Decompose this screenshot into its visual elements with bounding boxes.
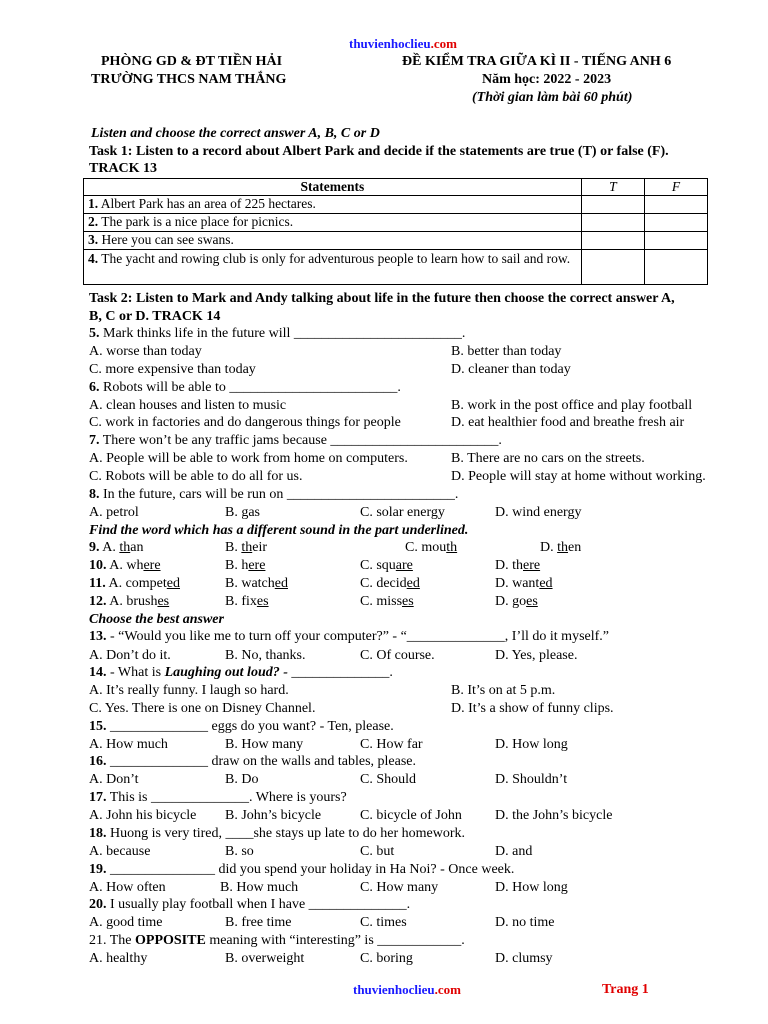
question-11[interactable] bbox=[89, 576, 180, 592]
table-row bbox=[84, 196, 708, 214]
question-text: In the future, cars will be run on ________________________. bbox=[99, 487, 459, 502]
question-13 bbox=[89, 629, 609, 645]
option-c[interactable]: C. bicycle of John bbox=[360, 808, 462, 823]
option-d[interactable]: D. cleaner than today bbox=[451, 362, 571, 377]
question-7 bbox=[89, 433, 502, 449]
option-c[interactable]: C. Robots will be able to do all for us. bbox=[89, 469, 303, 484]
underlined-part: th bbox=[557, 540, 569, 555]
question-emphasis: OPPOSITE bbox=[135, 933, 206, 948]
option-d[interactable]: D. Yes, please. bbox=[495, 648, 578, 663]
statement-text: Here you can see swans. bbox=[98, 232, 234, 247]
question-number: 20. bbox=[89, 897, 107, 912]
question-text: ______________ draw on the walls and tables, please. bbox=[106, 754, 416, 769]
underlined-part: es bbox=[526, 594, 538, 609]
underlined-part: th bbox=[241, 540, 253, 555]
question-19 bbox=[89, 862, 514, 878]
option-a[interactable]: A. good time bbox=[89, 915, 163, 930]
question-9[interactable] bbox=[89, 540, 143, 556]
option-b-text: B. bbox=[225, 540, 242, 555]
brand-name: thuvienhoclieu bbox=[353, 982, 435, 997]
option-d[interactable] bbox=[495, 558, 540, 574]
underlined-part: ed bbox=[406, 576, 420, 591]
underlined-part: ed bbox=[166, 576, 180, 591]
option-c-text: C. mou bbox=[405, 540, 447, 555]
question-text: I usually play football when I have ______________. bbox=[106, 897, 411, 912]
statement-num: 3. bbox=[88, 232, 99, 247]
option-b[interactable]: B. free time bbox=[225, 915, 292, 930]
question-number: 17. bbox=[89, 790, 107, 805]
option-b-text: B. fix bbox=[225, 594, 257, 609]
statement-text: Albert Park has an area of 225 hectares. bbox=[98, 196, 316, 211]
question-text: Mark thinks life in the future will ________________________. bbox=[99, 326, 466, 341]
option-b[interactable]: B. No, thanks. bbox=[225, 648, 306, 663]
option-b[interactable] bbox=[225, 576, 288, 592]
underlined-part: es bbox=[402, 594, 414, 609]
brand-name: thuvienhoclieu bbox=[349, 36, 431, 51]
option-c[interactable] bbox=[360, 594, 414, 610]
option-d-rest: en bbox=[568, 540, 582, 555]
answer-false-cell[interactable] bbox=[644, 214, 707, 232]
underlined-part: ere bbox=[143, 558, 161, 573]
question-6 bbox=[89, 380, 401, 396]
exam-duration: (Thời gian làm bài 60 phút) bbox=[472, 90, 633, 105]
option-d[interactable]: D. People will stay at home without working. bbox=[451, 469, 706, 484]
question-text: Huong is very tired, ____she stays up late to do her homework. bbox=[106, 826, 465, 841]
option-d-text: D. go bbox=[495, 594, 527, 609]
option-c[interactable]: C. How many bbox=[360, 880, 439, 895]
option-b[interactable] bbox=[225, 594, 269, 610]
option-c[interactable]: C. but bbox=[360, 844, 395, 859]
option-d[interactable]: D. no time bbox=[495, 915, 555, 930]
option-b[interactable]: B. How much bbox=[220, 880, 299, 895]
option-a-text: A. compet bbox=[105, 576, 167, 591]
question-emphasis: Laughing out loud? - bbox=[164, 665, 288, 680]
question-number: 14. bbox=[89, 665, 107, 680]
option-d-text: D. bbox=[540, 540, 558, 555]
question-17 bbox=[89, 790, 347, 806]
question-text: - What is bbox=[106, 665, 165, 680]
question-10[interactable] bbox=[89, 558, 161, 574]
option-a[interactable]: A. healthy bbox=[89, 951, 148, 966]
option-a[interactable]: A. John his bicycle bbox=[89, 808, 197, 823]
option-a[interactable]: A. because bbox=[89, 844, 151, 859]
question-number: 5. bbox=[89, 326, 100, 341]
statement-text: The yacht and rowing club is only for adventurous people to learn how to sail and row. bbox=[98, 251, 571, 266]
option-c-text: C. miss bbox=[360, 594, 403, 609]
option-a[interactable]: A. How often bbox=[89, 880, 166, 895]
brand-suffix: .com bbox=[430, 36, 457, 51]
option-b-text: B. h bbox=[225, 558, 249, 573]
question-number: 10. bbox=[89, 558, 107, 573]
option-a-text: A. brush bbox=[106, 594, 158, 609]
school-name: TRƯỜNG THCS NAM THẮNG bbox=[91, 72, 287, 87]
option-b[interactable] bbox=[225, 540, 267, 556]
option-d[interactable] bbox=[540, 540, 581, 556]
underlined-part: ed bbox=[539, 576, 553, 591]
question-number: 16. bbox=[89, 754, 107, 769]
option-b-rest: eir bbox=[252, 540, 267, 555]
question-text: - “Would you like me to turn off your computer?” - “______________, I’ll do it myself.” bbox=[106, 629, 610, 644]
question-text: Robots will be able to ________________________. bbox=[99, 380, 401, 395]
statement-num: 2. bbox=[88, 214, 99, 229]
option-d[interactable] bbox=[495, 594, 538, 610]
question-blank: meaning with “interesting” is ____________. bbox=[205, 933, 465, 948]
option-d[interactable]: D. and bbox=[495, 844, 533, 859]
option-c[interactable]: C. Of course. bbox=[360, 648, 435, 663]
question-text: There won’t be any traffic jams because ________________________. bbox=[99, 433, 502, 448]
answer-false-cell[interactable] bbox=[644, 196, 707, 214]
question-16 bbox=[89, 754, 416, 770]
dept-name: PHÒNG GD & ĐT TIỀN HẢI bbox=[101, 54, 283, 69]
brand-watermark-bottom bbox=[353, 982, 461, 998]
question-text: 21. The bbox=[89, 933, 136, 948]
option-b[interactable]: B. There are no cars on the streets. bbox=[451, 451, 645, 466]
option-d[interactable] bbox=[495, 576, 553, 592]
best-answer-instruction: Choose the best answer bbox=[89, 612, 224, 627]
option-a[interactable]: A. It’s really funny. I laugh so hard. bbox=[89, 683, 289, 698]
table-row bbox=[84, 214, 708, 232]
question-number: 13. bbox=[89, 629, 107, 644]
question-number: 19. bbox=[89, 862, 107, 877]
option-d[interactable]: D. the John’s bicycle bbox=[495, 808, 613, 823]
option-a[interactable]: A. clean houses and listen to music bbox=[89, 398, 287, 413]
underlined-part: es bbox=[157, 594, 170, 609]
underlined-part: th bbox=[446, 540, 458, 555]
task1-title: Task 1: Listen to a record about Albert Park and decide if the statements are true (T) or false (F). bbox=[89, 144, 669, 159]
question-5 bbox=[89, 326, 465, 342]
question-number: 7. bbox=[89, 433, 100, 448]
answer-true-cell[interactable] bbox=[581, 250, 644, 285]
underlined-part: ed bbox=[274, 576, 288, 591]
option-c[interactable] bbox=[360, 576, 420, 592]
question-text: _______________ did you spend your holiday in Ha Noi? - Once week. bbox=[106, 862, 515, 877]
exam-title: ĐỀ KIỂM TRA GIỮA KÌ II - TIẾNG ANH 6 bbox=[402, 54, 672, 69]
question-number: 15. bbox=[89, 719, 107, 734]
option-d[interactable]: D. wind energy bbox=[495, 505, 582, 520]
statement-text: The park is a nice place for picnics. bbox=[98, 214, 294, 229]
page-number: Trang 1 bbox=[602, 982, 649, 997]
question-text: This is ______________. Where is yours? bbox=[106, 790, 347, 805]
statement-cell bbox=[84, 232, 582, 250]
option-b[interactable]: B. John’s bicycle bbox=[225, 808, 322, 823]
option-c[interactable] bbox=[360, 558, 413, 574]
option-b[interactable]: B. so bbox=[225, 844, 254, 859]
task2-track: B, C or D. TRACK 14 bbox=[89, 309, 221, 324]
underlined-part: th bbox=[119, 540, 131, 555]
statement-cell bbox=[84, 214, 582, 232]
question-number: 11. bbox=[89, 576, 106, 591]
question-blank: ______________. bbox=[287, 665, 393, 680]
option-c[interactable]: C. solar energy bbox=[360, 505, 445, 520]
answer-true-cell[interactable] bbox=[581, 196, 644, 214]
option-b[interactable]: B. better than today bbox=[451, 344, 562, 359]
question-number: 12. bbox=[89, 594, 107, 609]
table-row bbox=[84, 250, 708, 285]
option-d[interactable]: D. Shouldn’t bbox=[495, 772, 568, 787]
statement-cell bbox=[84, 250, 582, 285]
brand-watermark-top bbox=[349, 36, 457, 52]
option-c-text: C. decid bbox=[360, 576, 407, 591]
option-a-text: A. bbox=[99, 540, 120, 555]
underlined-part: ere bbox=[248, 558, 266, 573]
question-20 bbox=[89, 897, 410, 913]
option-d[interactable]: D. It’s a show of funny clips. bbox=[451, 701, 614, 716]
option-c[interactable]: C. Yes. There is one on Disney Channel. bbox=[89, 701, 316, 716]
listen-instruction: Listen and choose the correct answer A, B, C or D bbox=[91, 126, 380, 141]
option-a[interactable]: A. How much bbox=[89, 737, 168, 752]
option-c[interactable] bbox=[405, 540, 457, 556]
table-header-row bbox=[84, 179, 708, 196]
option-c[interactable]: C. How far bbox=[360, 737, 423, 752]
option-d-text: D. want bbox=[495, 576, 540, 591]
option-a[interactable]: A. People will be able to work from home on computers. bbox=[89, 451, 408, 466]
question-15 bbox=[89, 719, 394, 735]
option-a[interactable]: A. Don’t bbox=[89, 772, 139, 787]
option-b[interactable]: B. Do bbox=[225, 772, 259, 787]
option-b[interactable] bbox=[225, 558, 265, 574]
option-d-text: D. th bbox=[495, 558, 523, 573]
option-c[interactable]: C. more expensive than today bbox=[89, 362, 256, 377]
question-number: 18. bbox=[89, 826, 107, 841]
col-false: F bbox=[644, 179, 707, 196]
option-d[interactable]: D. eat healthier food and breathe fresh air bbox=[451, 415, 685, 430]
question-12[interactable] bbox=[89, 594, 169, 610]
option-b-text: B. watch bbox=[225, 576, 275, 591]
answer-false-cell[interactable] bbox=[644, 250, 707, 285]
task2-title: Task 2: Listen to Mark and Andy talking about life in the future then choose the correct answer A, bbox=[89, 291, 675, 306]
answer-true-cell[interactable] bbox=[581, 214, 644, 232]
question-number: 6. bbox=[89, 380, 100, 395]
option-b[interactable]: B. work in the post office and play football bbox=[451, 398, 693, 413]
question-number: 8. bbox=[89, 487, 100, 502]
option-c-text: C. squ bbox=[360, 558, 396, 573]
question-18 bbox=[89, 826, 465, 842]
col-statements: Statements bbox=[84, 179, 582, 196]
option-c[interactable]: C. boring bbox=[360, 951, 413, 966]
option-a[interactable]: A. petrol bbox=[89, 505, 139, 520]
question-14 bbox=[89, 665, 393, 681]
question-21 bbox=[89, 933, 465, 949]
question-number: 9. bbox=[89, 540, 100, 555]
option-d[interactable]: D. How long bbox=[495, 737, 568, 752]
brand-suffix: .com bbox=[434, 982, 461, 997]
answer-false-cell[interactable] bbox=[644, 232, 707, 250]
answer-true-cell[interactable] bbox=[581, 232, 644, 250]
col-true: T bbox=[581, 179, 644, 196]
underlined-part: es bbox=[256, 594, 269, 609]
option-b[interactable]: B. gas bbox=[225, 505, 260, 520]
option-d[interactable]: D. clumsy bbox=[495, 951, 553, 966]
underlined-part: ere bbox=[523, 558, 541, 573]
option-c[interactable]: C. times bbox=[360, 915, 407, 930]
table-row bbox=[84, 232, 708, 250]
task1-track: TRACK 13 bbox=[89, 161, 158, 176]
option-b[interactable]: B. It’s on at 5 p.m. bbox=[451, 683, 556, 698]
question-text: ______________ eggs do you want? - Ten, please. bbox=[106, 719, 394, 734]
option-a-text: A. wh bbox=[106, 558, 144, 573]
statement-num: 4. bbox=[88, 251, 99, 266]
task1-table bbox=[83, 178, 708, 285]
question-8 bbox=[89, 487, 458, 503]
option-a[interactable]: A. worse than today bbox=[89, 344, 202, 359]
option-b[interactable]: B. How many bbox=[225, 737, 304, 752]
option-a-rest: an bbox=[130, 540, 144, 555]
option-c[interactable]: C. Should bbox=[360, 772, 417, 787]
statement-num: 1. bbox=[88, 196, 99, 211]
underlined-part: are bbox=[395, 558, 413, 573]
option-a[interactable]: A. Don’t do it. bbox=[89, 648, 171, 663]
statement-cell bbox=[84, 196, 582, 214]
option-d[interactable]: D. How long bbox=[495, 880, 568, 895]
option-b[interactable]: B. overweight bbox=[225, 951, 305, 966]
option-c[interactable]: C. work in factories and do dangerous things for people bbox=[89, 415, 401, 430]
sound-instruction: Find the word which has a different sound in the part underlined. bbox=[89, 523, 469, 538]
school-year: Năm học: 2022 - 2023 bbox=[482, 72, 612, 87]
